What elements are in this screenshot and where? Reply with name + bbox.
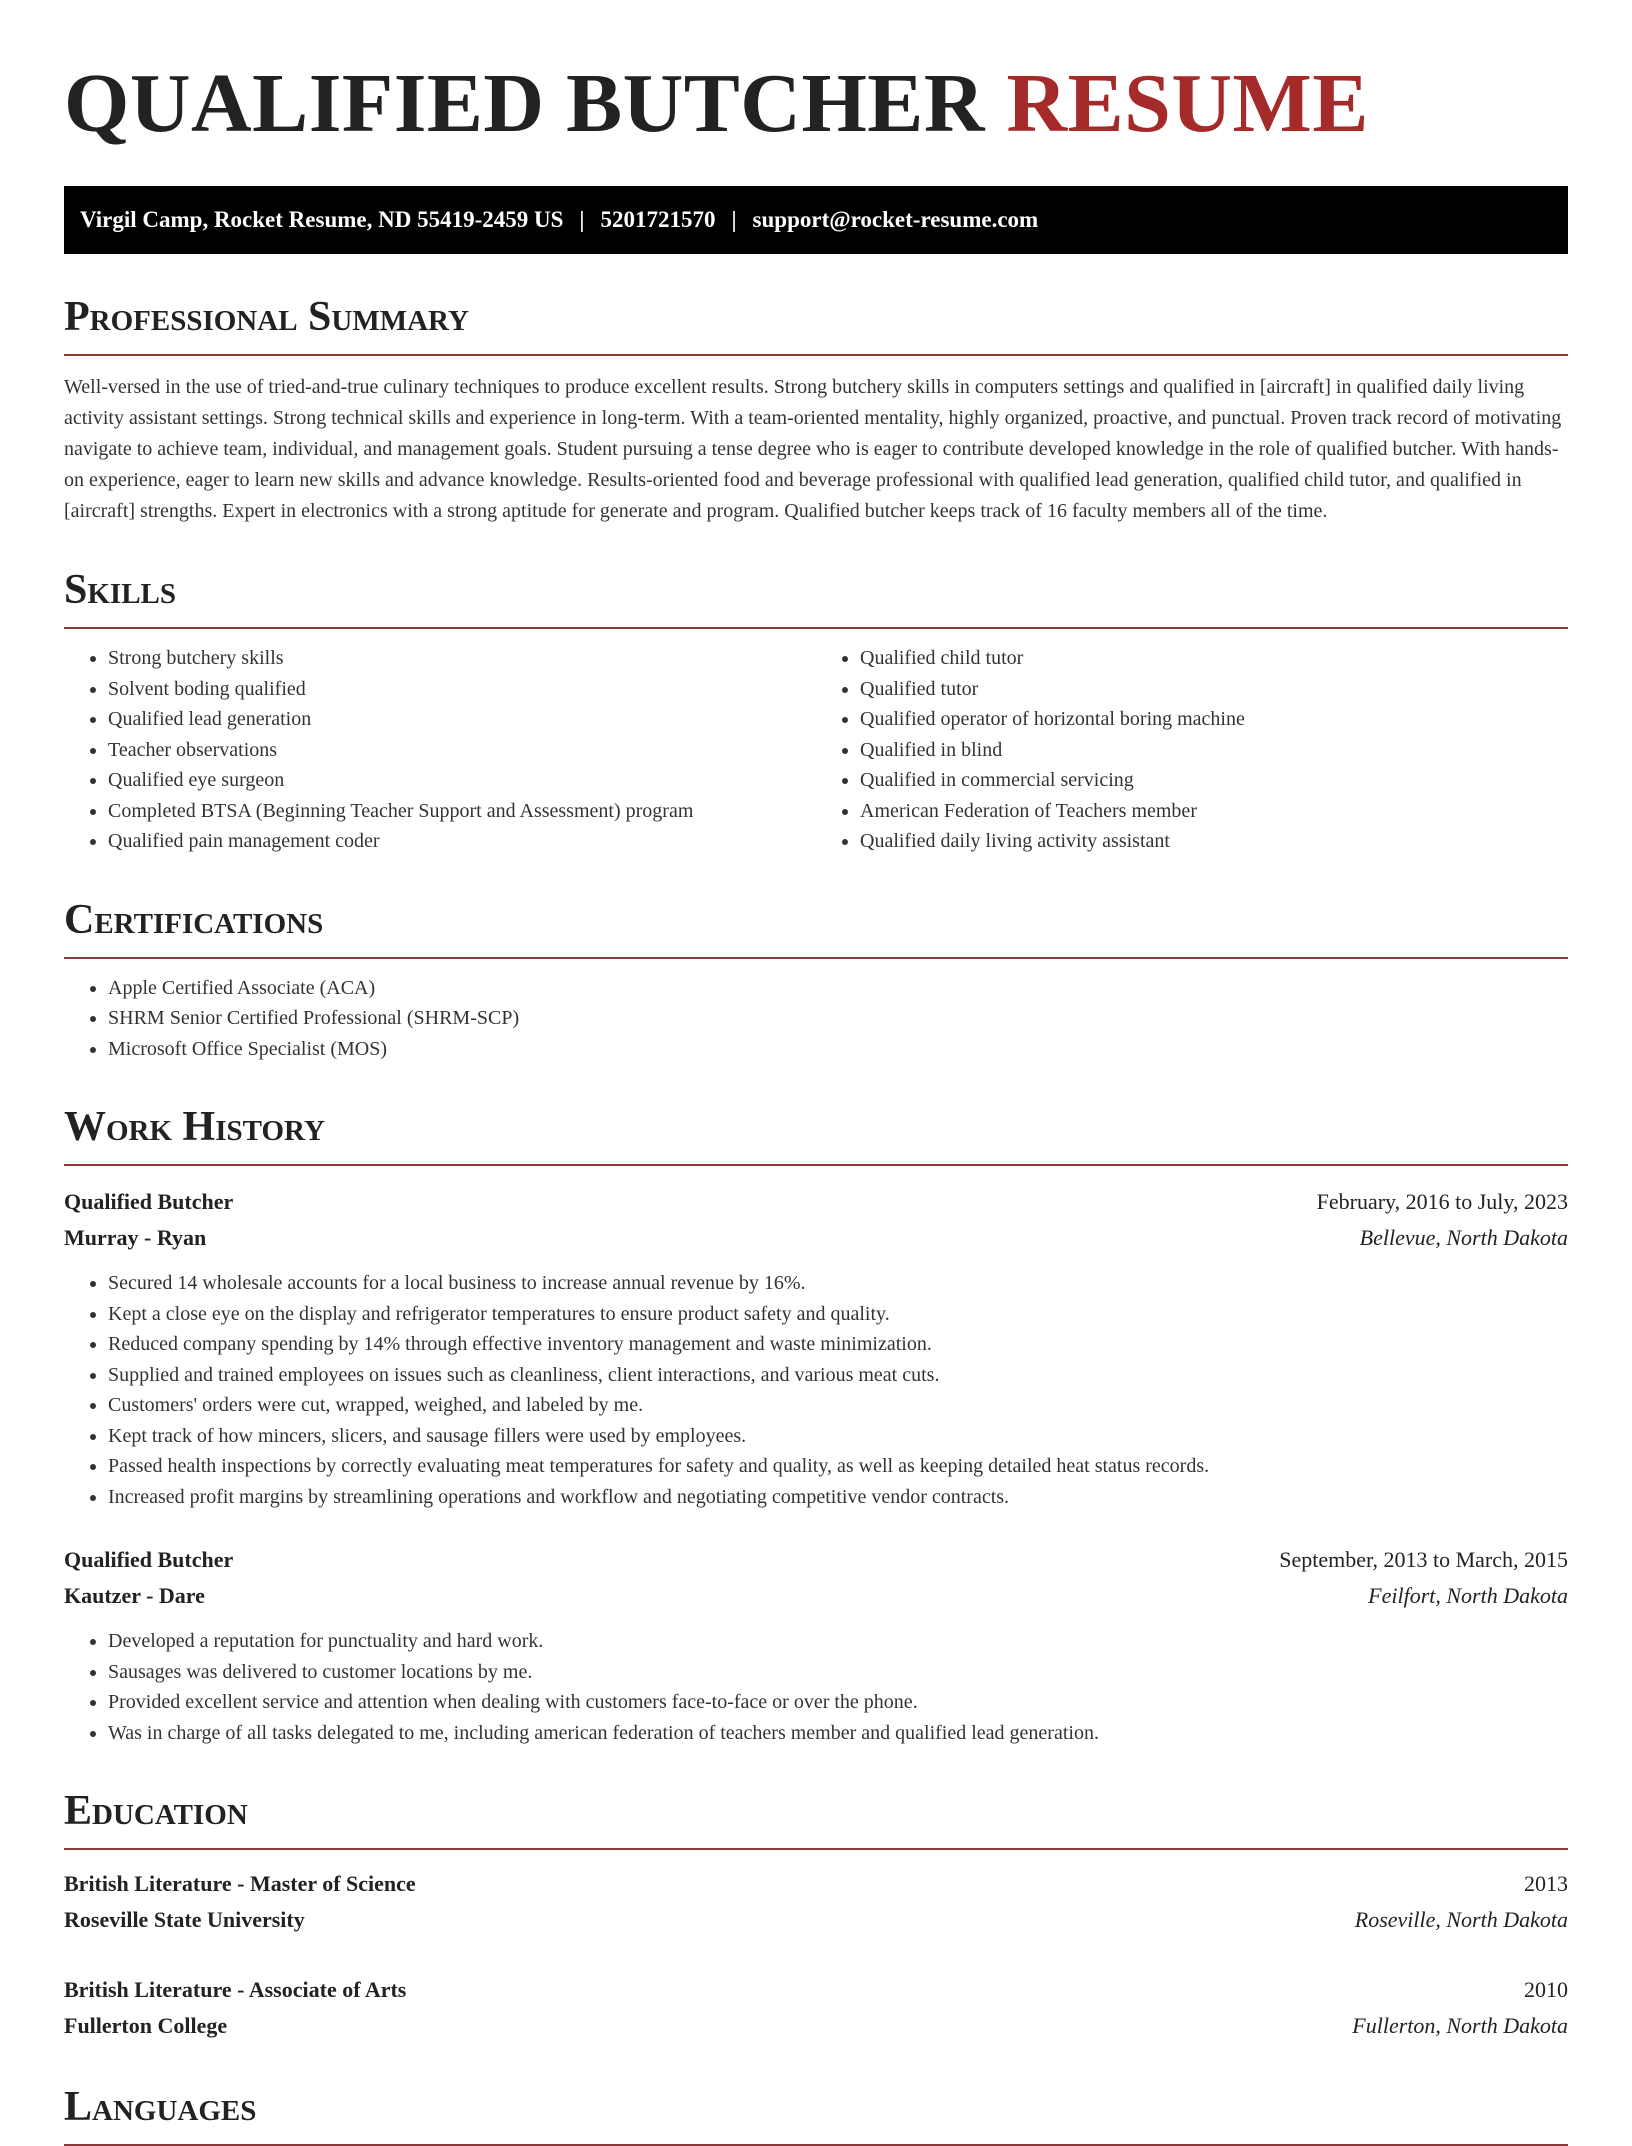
- resume-title-accent: RESUME: [1006, 57, 1369, 150]
- skills-list-left: [64, 643, 816, 857]
- skill-item: • Teacher observations: [108, 735, 816, 766]
- resume-title-main: QUALIFIED BUTCHER: [64, 57, 985, 150]
- job-bullet: • Reduced company spending by 14% through effective inventory management and waste minimization.: [108, 1329, 1568, 1360]
- job-bullet: • Increased profit margins by streamlining operations and workflow and negotiating competitive vendor contracts.: [108, 1482, 1568, 1513]
- skill-item: • Qualified in commercial servicing: [860, 765, 1568, 796]
- job-bullet: • Was in charge of all tasks delegated to me, including american federation of teachers member and qualified lead generation.: [108, 1718, 1568, 1749]
- resume-title: [64, 0, 1568, 152]
- work-history-heading: Work History: [64, 1104, 1568, 1166]
- certification-item: • Microsoft Office Specialist (MOS): [108, 1034, 1568, 1065]
- education-location: Fullerton, North Dakota: [1352, 2013, 1568, 2038]
- job-company: Kautzer - Dare: [64, 1583, 205, 1608]
- job-bullet: • Kept track of how mincers, slicers, and sausage fillers were used by employees.: [108, 1421, 1568, 1452]
- skill-item: • Qualified operator of horizontal boring machine: [860, 704, 1568, 735]
- skill-item: • Solvent boding qualified: [108, 674, 816, 705]
- contact-bar: [64, 186, 1568, 254]
- skill-item: • Qualified pain management coder: [108, 826, 816, 857]
- job-bullet: • Provided excellent service and attention when dealing with customers face-to-face or over the phone.: [108, 1687, 1568, 1718]
- job-company-row: [64, 1220, 1568, 1256]
- skill-item: • Qualified lead generation: [108, 704, 816, 735]
- education-year: 2013: [1524, 1871, 1568, 1896]
- skill-item: • Qualified child tutor: [860, 643, 1568, 674]
- skill-item: • Qualified eye surgeon: [108, 765, 816, 796]
- summary-section: [64, 294, 1568, 527]
- skills-section: [64, 567, 1568, 857]
- skill-item: • American Federation of Teachers member: [860, 796, 1568, 827]
- job-entry: [64, 1542, 1568, 1748]
- certifications-heading: Certifications: [64, 897, 1568, 959]
- education-school: Roseville State University: [64, 1907, 305, 1932]
- contact-email: support@rocket-resume.com: [752, 207, 1039, 232]
- job-company-row: [64, 1578, 1568, 1614]
- certification-item: • SHRM Senior Certified Professional (SHRM-SCP): [108, 1003, 1568, 1034]
- skills-grid: [64, 629, 1568, 857]
- skill-item: • Strong butchery skills: [108, 643, 816, 674]
- education-location: Roseville, North Dakota: [1354, 1907, 1568, 1932]
- job-bullet: • Passed health inspections by correctly evaluating meat temperatures for safety and quality, as well as keeping detailed heat status records.: [108, 1451, 1568, 1482]
- job-bullet: • Supplied and trained employees on issues such as cleanliness, client interactions, and various meat cuts.: [108, 1360, 1568, 1391]
- skill-item: • Qualified in blind: [860, 735, 1568, 766]
- job-bullet: • Developed a reputation for punctuality and hard work.: [108, 1626, 1568, 1657]
- job-location: Bellevue, North Dakota: [1359, 1225, 1568, 1250]
- job-header-row: [64, 1184, 1568, 1220]
- job-dates: September, 2013 to March, 2015: [1279, 1547, 1568, 1572]
- education-heading: Education: [64, 1788, 1568, 1850]
- job-entry: [64, 1184, 1568, 1512]
- job-header-row: [64, 1542, 1568, 1578]
- education-school: Fullerton College: [64, 2013, 228, 2038]
- skills-list-right: [816, 643, 1568, 857]
- languages-section: [64, 2084, 1568, 2146]
- contact-separator: |: [579, 207, 585, 232]
- job-title: Qualified Butcher: [64, 1547, 234, 1572]
- job-bullet: • Secured 14 wholesale accounts for a local business to increase annual revenue by 16%.: [108, 1268, 1568, 1299]
- job-bullets: [64, 1626, 1568, 1748]
- skill-item: • Completed BTSA (Beginning Teacher Support and Assessment) program: [108, 796, 816, 827]
- job-title: Qualified Butcher: [64, 1189, 234, 1214]
- education-degree-row: [64, 1972, 1568, 2008]
- certifications-section: [64, 897, 1568, 1065]
- skills-heading: Skills: [64, 567, 1568, 629]
- job-dates: February, 2016 to July, 2023: [1316, 1189, 1568, 1214]
- job-bullet: • Sausages was delivered to customer locations by me.: [108, 1657, 1568, 1688]
- job-company: Murray - Ryan: [64, 1225, 207, 1250]
- job-location: Feilfort, North Dakota: [1368, 1583, 1568, 1608]
- skill-item: • Qualified daily living activity assistant: [860, 826, 1568, 857]
- education-school-row: [64, 2008, 1568, 2044]
- job-bullets: [64, 1268, 1568, 1512]
- education-degree: British Literature - Associate of Arts: [64, 1977, 407, 2002]
- contact-separator: |: [731, 207, 737, 232]
- skill-item: • Qualified tutor: [860, 674, 1568, 705]
- summary-heading: Professional Summary: [64, 294, 1568, 356]
- education-section: [64, 1788, 1568, 2044]
- work-history-section: [64, 1104, 1568, 1748]
- education-degree: British Literature - Master of Science: [64, 1871, 416, 1896]
- certification-item: • Apple Certified Associate (ACA): [108, 973, 1568, 1004]
- job-bullet: • Customers' orders were cut, wrapped, weighed, and labeled by me.: [108, 1390, 1568, 1421]
- job-bullet: • Kept a close eye on the display and refrigerator temperatures to ensure product safety and quality.: [108, 1299, 1568, 1330]
- summary-text: Well-versed in the use of tried-and-true culinary techniques to produce excellent results. Strong butchery skills in computers settings and qualified in [aircraft] in qualified daily living activity assistant settings. Strong technical skills and experience in long-term. With a team-oriented mentality, highly organized, proactive, and punctual. Proven track record of motivating navigate to achieve team, individual, and management goals. Student pursuing a tense degree who is eager to contribute developed knowledge in the role of qualified butcher. With hands-on experience, eager to learn new skills and advance knowledge. Results-oriented food and beverage professional with qualified lead generation, qualified child tutor, and qualified in [aircraft] strengths. Expert in electronics with a strong aptitude for generate and program. Qualified butcher keeps track of 16 faculty members all of the time.: [64, 376, 1562, 522]
- education-entry: [64, 1866, 1568, 1938]
- certifications-list: [64, 973, 1568, 1065]
- education-school-row: [64, 1902, 1568, 1938]
- education-entry: [64, 1972, 1568, 2044]
- contact-address: Virgil Camp, Rocket Resume, ND 55419-2459 US: [80, 207, 564, 232]
- education-degree-row: [64, 1866, 1568, 1902]
- languages-heading: Languages: [64, 2084, 1568, 2146]
- contact-phone: 5201721570: [600, 207, 716, 232]
- education-year: 2010: [1524, 1977, 1568, 2002]
